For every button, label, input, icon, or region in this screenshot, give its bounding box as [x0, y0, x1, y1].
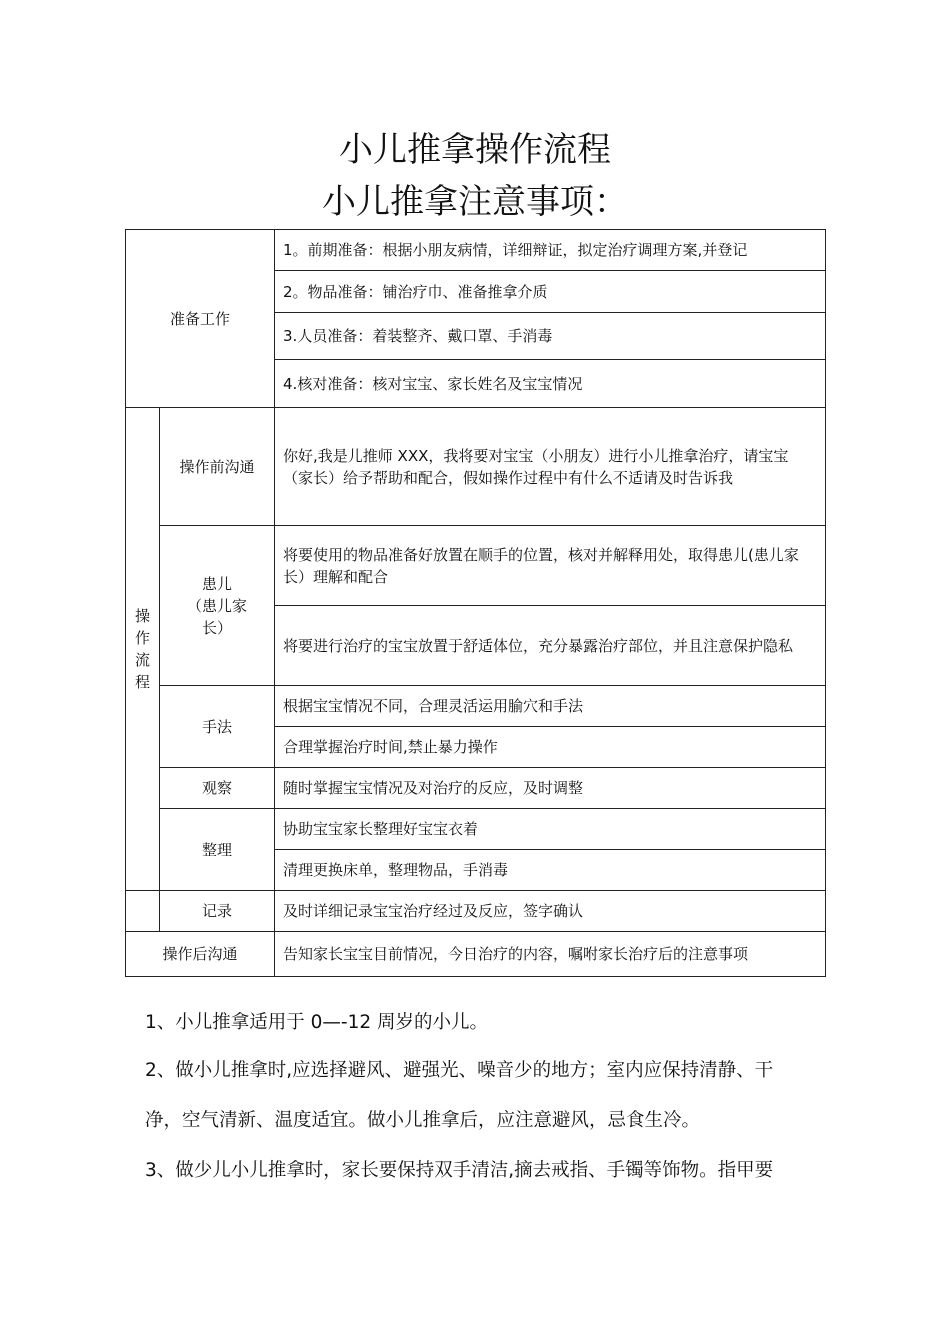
tidy-item: 协助宝宝家长整理好宝宝衣着	[275, 809, 826, 850]
patient-label: 患儿 （患儿家长）	[160, 526, 275, 686]
note-3: 3、做少儿小儿推拿时，家长要保持双手清洁,摘去戒指、手镯等饰物。指甲要	[145, 1160, 774, 1181]
prep-item: 1。前期准备：根据小朋友病情，详细辩证，拟定治疗调理方案,并登记	[275, 230, 826, 271]
pre-comm-text: 你好,我是儿推师 XXX，我将要对宝宝（小朋友）进行小儿推拿治疗，请宝宝（家长）给予帮助和配合，假如操作过程中有什么不适请及时告诉我	[275, 408, 826, 526]
prep-label-cell: 准备工作	[126, 230, 275, 408]
tidy-label: 整理	[160, 809, 275, 891]
technique-item: 合理掌握治疗时间,禁止暴力操作	[275, 727, 826, 768]
record-blank-cell	[126, 891, 160, 932]
observe-label: 观察	[160, 768, 275, 809]
process-label-char: 程	[134, 673, 150, 691]
patient-item: 将要进行治疗的宝宝放置于舒适体位，充分暴露治疗部位，并且注意保护隐私	[275, 606, 826, 686]
process-label-cell	[126, 408, 160, 891]
pre-comm-label: 操作前沟通	[160, 408, 275, 526]
post-comm-label: 操作后沟通	[126, 932, 275, 977]
note-2-line-2: 净，空气清新、温度适宜。做小儿推拿后，应注意避风，忌食生冷。	[145, 1110, 701, 1131]
prep-item: 3.人员准备：着装整齐、戴口罩、手消毒	[275, 313, 826, 360]
post-comm-text: 告知家长宝宝目前情况，今日治疗的内容，嘱咐家长治疗后的注意事项	[275, 932, 826, 977]
note-2-line-1: 2、做小儿推拿时,应选择避风、避强光、噪音少的地方；室内应保持清静、干	[145, 1060, 774, 1081]
process-label-char: 操	[134, 607, 150, 625]
technique-item: 根据宝宝情况不同，合理灵活运用腧穴和手法	[275, 686, 826, 727]
tidy-item: 清理更换床单，整理物品，手消毒	[275, 850, 826, 891]
record-label: 记录	[160, 891, 275, 932]
prep-item: 4.核对准备：核对宝宝、家长姓名及宝宝情况	[275, 360, 826, 408]
record-text: 及时详细记录宝宝治疗经过及反应，签字确认	[275, 891, 826, 932]
main-title: 小儿推拿操作流程	[339, 130, 611, 170]
note-1: 1、小儿推拿适用于 0—-12 周岁的小儿。	[145, 1012, 489, 1033]
process-label-char: 流	[134, 651, 150, 669]
observe-text: 随时掌握宝宝情况及对治疗的反应，及时调整	[275, 768, 826, 809]
process-label-char: 作	[134, 629, 150, 647]
patient-item: 将要使用的物品准备好放置在顺手的位置，核对并解释用处，取得患儿(患儿家长）理解和配合	[275, 526, 826, 606]
technique-label: 手法	[160, 686, 275, 768]
procedure-table	[125, 229, 826, 977]
notes-title: 小儿推拿注意事项：	[322, 182, 628, 222]
prep-item: 2。物品准备：铺治疗巾、准备推拿介质	[275, 271, 826, 313]
